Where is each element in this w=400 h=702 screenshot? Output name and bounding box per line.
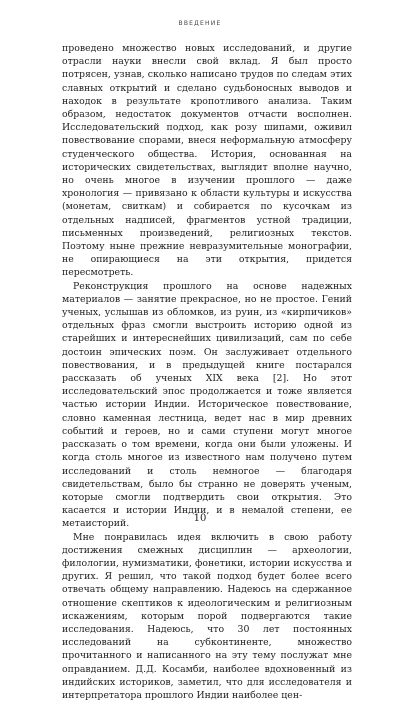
paragraph-3: Мне понравилась идея включить в свою работу достижения смежных дисциплин — археологии, филологии, нумизматики, фонетики, истории искусства и других. Я решил, что такой подход будет более всего отвечать общему направлению. Надеюсь на сдержанное отношение скептиков к идеологическим и религиозным искажениям, которым порой подвергаются такие исследования. Надеюсь, что 30 лет постоянных исследований на субконтиненте, множество прочитанного и написанного на эту тему послужат мне оправданием. Д.Д. Косамби, наиболее вдохновенный из индийских историков, заметил, что для исследователя и интерпретатора прошлого Индии наиболее цен- — [62, 531, 352, 701]
running-head: ВВЕДЕНИЕ — [178, 20, 222, 27]
paragraph-2: Реконструкция прошлого на основе надежных материалов — занятие прекрасное, но не простое. Гений ученых, услышав из обломков, из руин, из «кирпичиков» отдельных фраз смогли выстроить историю одной из старейших и интереснейших цивилизаций, сам по себе достоин эпических поэм. Он заслуживает отдельного повествования, и в предыдущей книге постарался рассказать об ученых XIX века [2]. Но этот исследовательский эпос продолжается и тоже является частью истории Индии. Историческое повествование, словно каменная лестница, ведет нас в мир древних событий и героев, но и сами ступени могут многое рассказать о том времени, когда они были уложены. И когда столь многое из известного нам получено путем исследований и столь немногое — благодаря свидетельствам, было бы странно не доверять ученым, которые смогли подтвердить свои открытия. Это касается и истории Индии, и в немалой степени, ее метаисторий. — [62, 280, 352, 530]
page-number: 10 — [193, 513, 207, 524]
body-text — [62, 42, 352, 702]
paragraph-1: проведено множество новых исследований, и другие отрасли науки внесли свой вклад. Я был просто потрясен, узнав, сколько написано трудов по следам этих славных открытий и сделано судьбоносных выводов и находок в результате кропотливого анализа. Таким образом, недостаток документов отчасти восполнен. Исследовательский подход, как розу шипами, оживил повествование спорами, внеся неформальную атмосферу студенческого общества. История, основанная на исторических свидетельствах, выглядит вполне научно, но очень многое в изучении прошлого — даже хронология — привязано к области культуры и искусства (монетам, свиткам) и собирается по кусочкам из отдельных надписей, фрагментов устной традиции, письменных произведений, религиозных текстов. Поэтому ныне прежние невразумительные монографии, не опирающиеся на эти открытия, придется пересмотреть. — [62, 43, 352, 279]
